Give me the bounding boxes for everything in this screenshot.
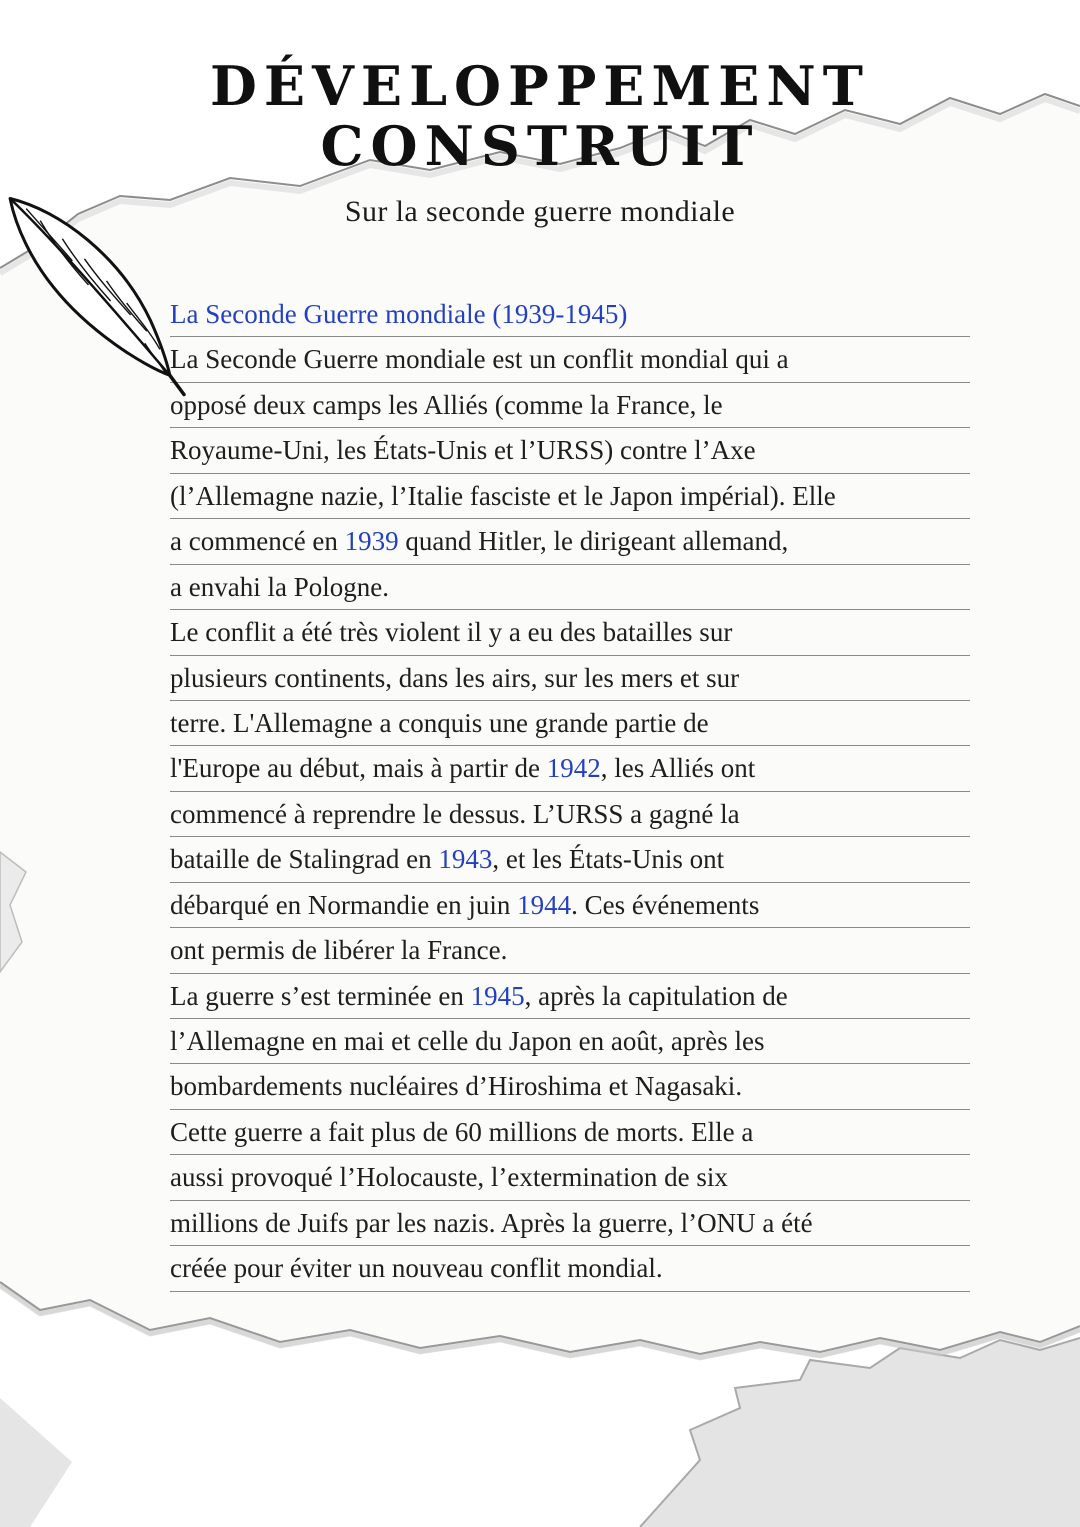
- date-highlight: 1944: [517, 889, 572, 920]
- date-highlight: 1943: [438, 844, 493, 875]
- text-line: terre. L'Allemagne a conquis une grande partie de: [170, 701, 970, 746]
- text-line: a commencé en 1939 quand Hitler, le dirigeant allemand,: [170, 519, 970, 564]
- page-subtitle: Sur la seconde guerre mondiale: [344, 194, 736, 228]
- text-line: opposé deux camps les Alliés (comme la France, le: [170, 383, 970, 428]
- body-lines: [170, 337, 970, 1291]
- page-title-line1: DÉVELOPPEMENT: [210, 54, 870, 118]
- text-line: Cette guerre a fait plus de 60 millions de morts. Elle a: [170, 1110, 970, 1155]
- text-line: (l’Allemagne nazie, l’Italie fasciste et le Japon impérial). Elle: [170, 474, 970, 519]
- text-line: plusieurs continents, dans les airs, sur les mers et sur: [170, 656, 970, 701]
- text-line: l'Europe au début, mais à partir de 1942, les Alliés ont: [170, 746, 970, 791]
- date-highlight: 1942: [546, 753, 601, 784]
- text-line: millions de Juifs par les nazis. Après la guerre, l’ONU a été: [170, 1201, 970, 1246]
- feather-quill-icon: [0, 192, 192, 404]
- text-line: créée pour éviter un nouveau conflit mondial.: [170, 1246, 970, 1291]
- text-line: bataille de Stalingrad en 1943, et les États-Unis ont: [170, 837, 970, 882]
- page-title-line2: CONSTRUIT: [320, 114, 760, 179]
- text-line: Le conflit a été très violent il y a eu des batailles sur: [170, 610, 970, 655]
- text-line: commencé à reprendre le dessus. L’URSS a gagné la: [170, 792, 970, 837]
- essay-heading: La Seconde Guerre mondiale (1939-1945): [170, 292, 970, 337]
- text-line: Royaume-Uni, les États-Unis et l’URSS) contre l’Axe: [170, 428, 970, 473]
- date-highlight: 1945: [470, 980, 525, 1011]
- text-line: La guerre s’est terminée en 1945, après la capitulation de: [170, 974, 970, 1019]
- text-line: aussi provoqué l’Holocauste, l’extermination de six: [170, 1155, 970, 1200]
- text-line: ont permis de libérer la France.: [170, 928, 970, 973]
- essay-body: [170, 292, 970, 1292]
- text-line: l’Allemagne en mai et celle du Japon en août, après les: [170, 1019, 970, 1064]
- text-line: a envahi la Pologne.: [170, 565, 970, 610]
- date-highlight: 1939: [344, 526, 399, 557]
- text-line: La Seconde Guerre mondiale est un conflit mondial qui a: [170, 337, 970, 382]
- text-line: bombardements nucléaires d’Hiroshima et Nagasaki.: [170, 1064, 970, 1109]
- text-line: débarqué en Normandie en juin 1944. Ces événements: [170, 883, 970, 928]
